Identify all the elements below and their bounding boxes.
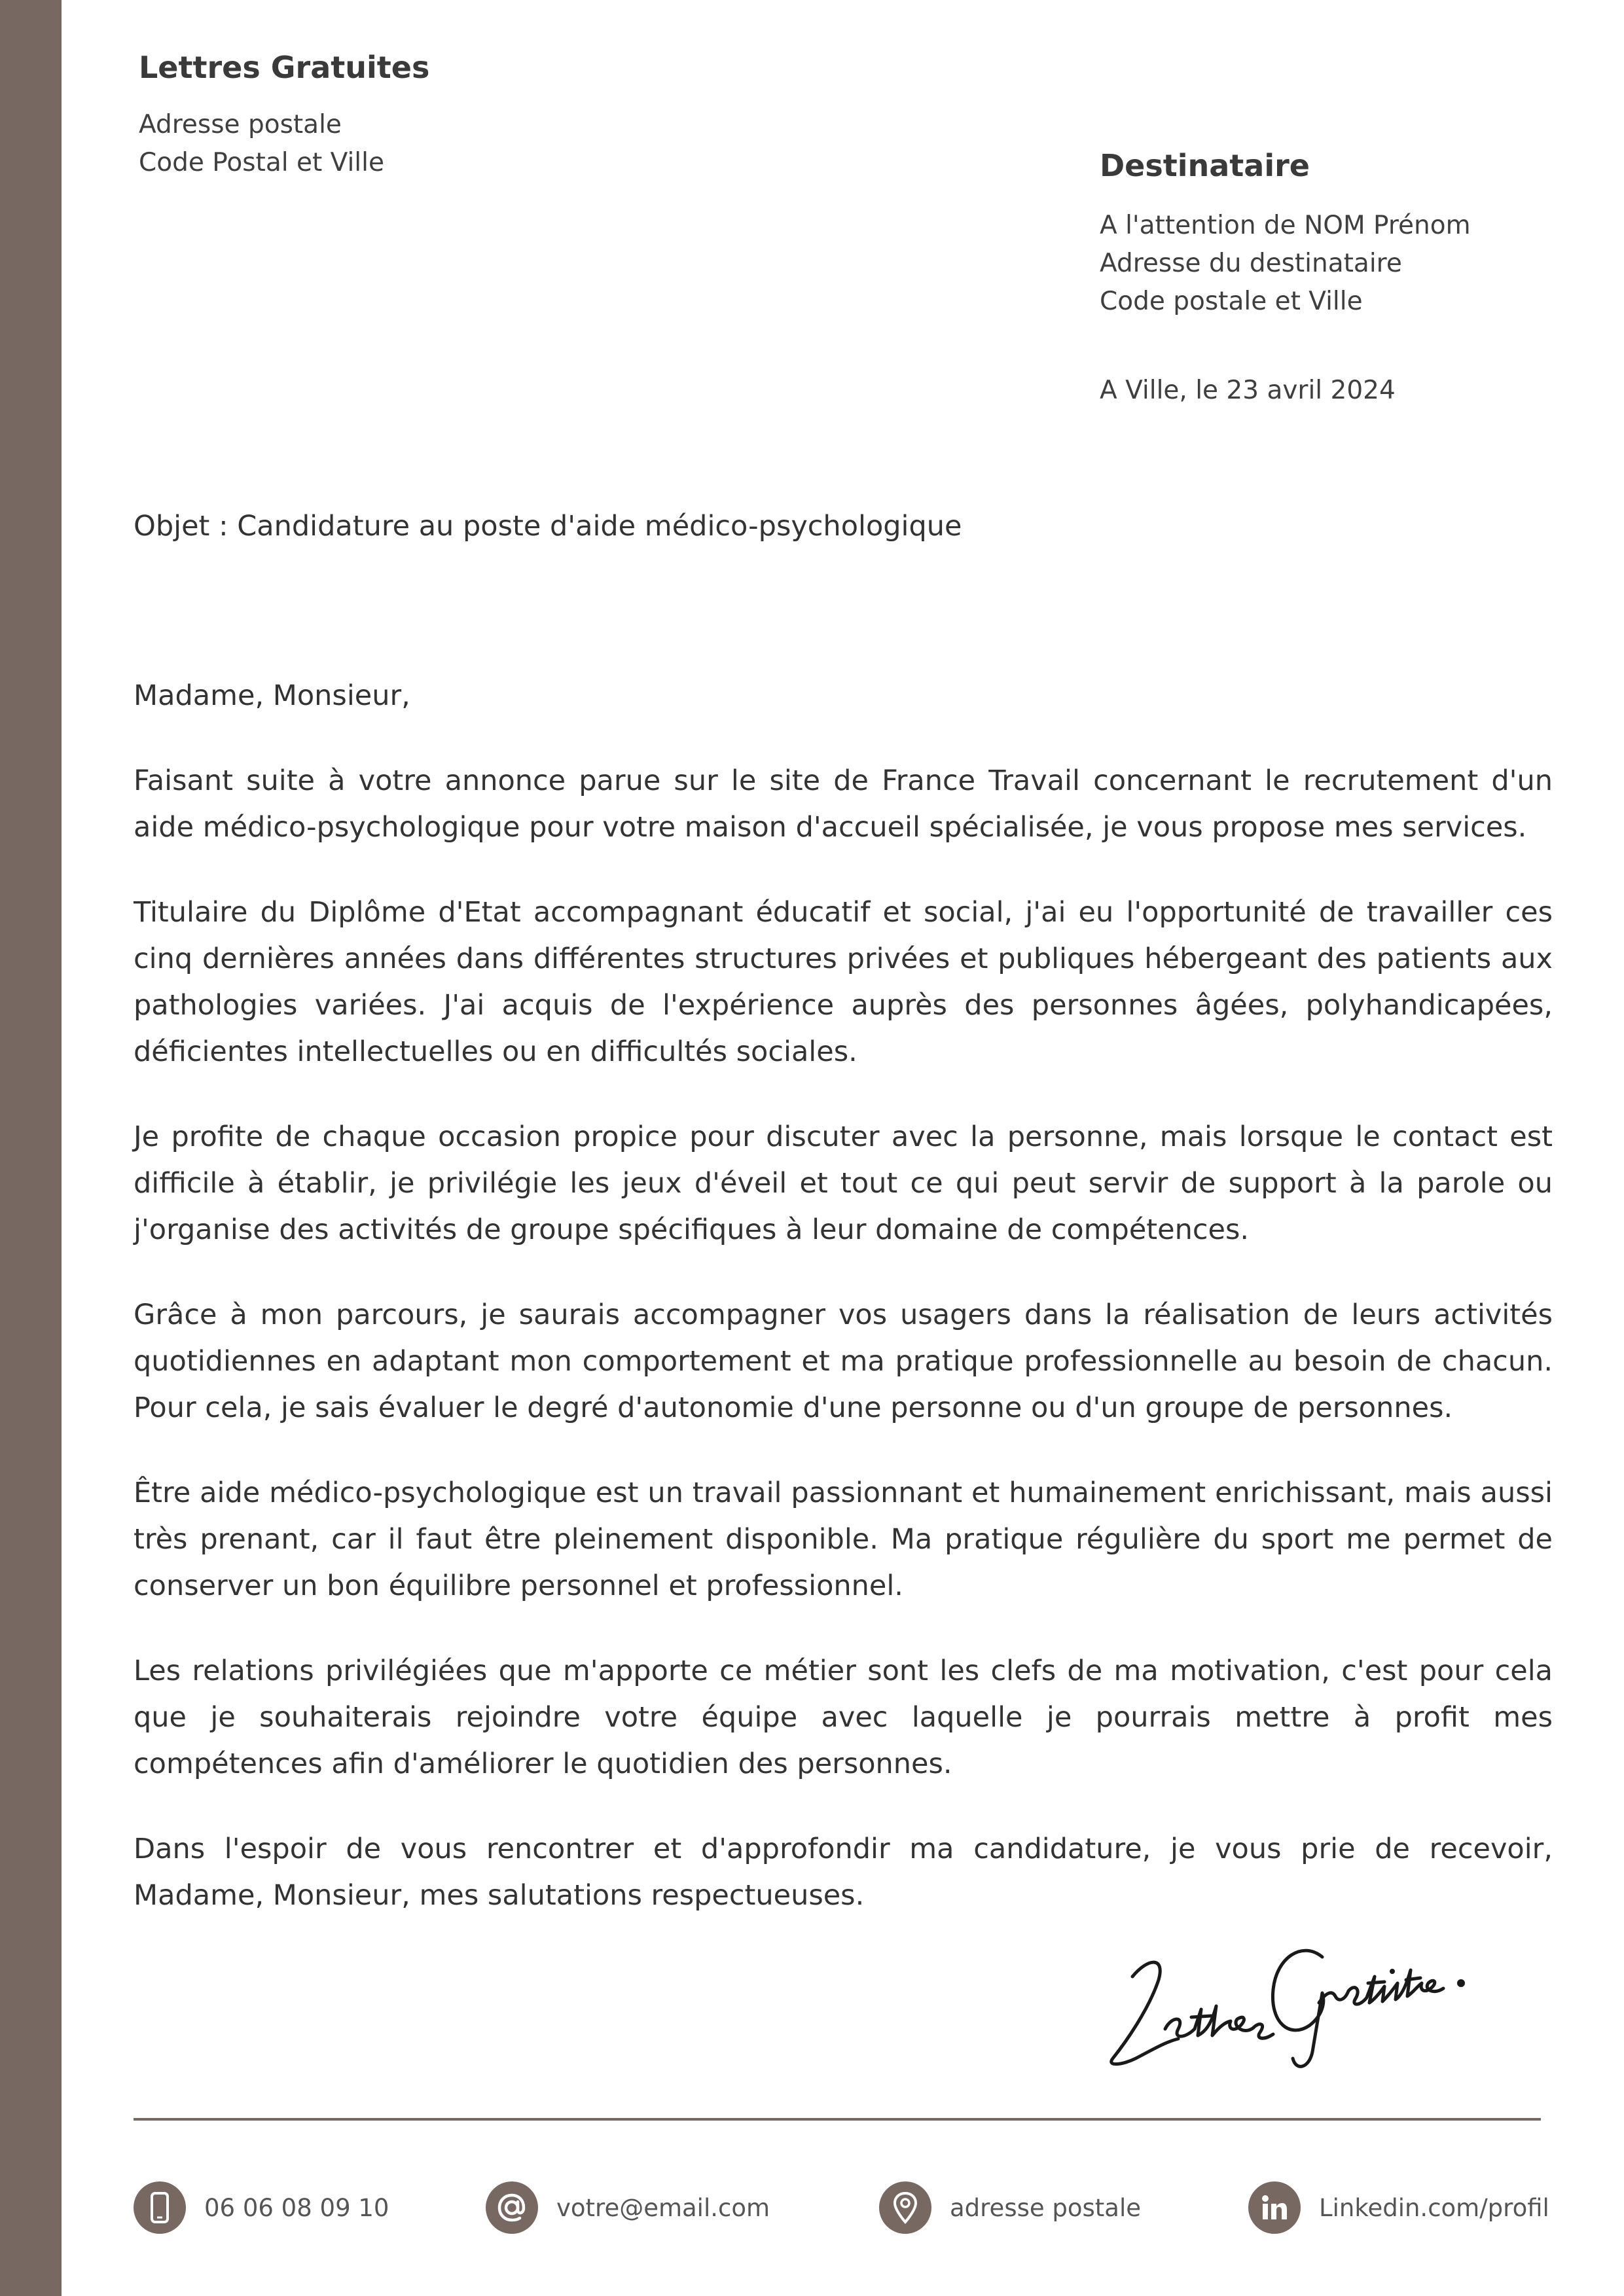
salutation: Madame, Monsieur, <box>134 679 410 712</box>
recipient-title: Destinataire <box>1100 148 1310 183</box>
letter-body <box>134 673 1553 1958</box>
phone-icon <box>134 2181 186 2234</box>
recipient-line2: Adresse du destinataire <box>1100 249 1402 278</box>
recipient-block <box>1100 143 1610 321</box>
email-address: votre@email.com <box>556 2193 770 2222</box>
handwritten-signature <box>1087 1918 1479 2088</box>
sender-address-line1: Adresse postale <box>139 110 342 139</box>
body-paragraph-4: Grâce à mon parcours, je saurais accompagner vos usagers dans la réalisation de leurs activités quotidiennes en adaptant mon comportement et ma pratique professionnelle au besoin de chacun. Pour cela, je sais évaluer le degré d'autonomie d'une personne ou d'un groupe de personnes. <box>134 1299 1553 1424</box>
sender-address-line2: Code Postal et Ville <box>139 148 384 177</box>
footer-phone <box>134 2181 389 2234</box>
body-paragraph-2: Titulaire du Diplôme d'Etat accompagnant éducatif et social, j'ai eu l'opportunité de travailler ces cinq dernières années dans différentes structures privées et publiques hébergeant des patients aux pathologies variées. J'ai acquis de l'expérience auprès des personnes âgées, polyhandicapées, déficientes intellectuelles ou en difficultés sociales. <box>134 896 1553 1068</box>
side-band <box>0 0 62 2296</box>
footer-divider <box>134 2118 1541 2121</box>
at-icon <box>486 2181 538 2234</box>
sender-name: Lettres Gratuites <box>139 50 430 85</box>
recipient-line1: A l'attention de NOM Prénom <box>1100 211 1471 240</box>
body-paragraph-5: Être aide médico-psychologique est un travail passionnant et humainement enrichissant, mais aussi très prenant, car il faut être pleinement disponible. Ma pratique régulière du sport me permet de conserver un bon équilibre personnel et professionnel. <box>134 1477 1553 1602</box>
footer-email <box>486 2181 770 2234</box>
footer-linkedin <box>1248 2181 1549 2234</box>
location-pin-icon <box>879 2181 931 2234</box>
linkedin-icon <box>1248 2181 1301 2234</box>
body-paragraph-1: Faisant suite à votre annonce parue sur le site de France Travail concernant le recrutement d'un aide médico-psychologique pour votre maison d'accueil spécialisée, je vous propose mes services. <box>134 764 1553 844</box>
letter-date: A Ville, le 23 avril 2024 <box>1100 376 1396 405</box>
phone-number: 06 06 08 09 10 <box>204 2193 389 2222</box>
body-paragraph-7: Dans l'espoir de vous rencontrer et d'approfondir ma candidature, je vous prie de recevoir, Madame, Monsieur, mes salutations respectueuses. <box>134 1833 1553 1912</box>
letter-subject: Objet : Candidature au poste d'aide médico-psychologique <box>134 510 962 543</box>
recipient-line3: Code postale et Ville <box>1100 287 1363 316</box>
body-paragraph-3: Je profite de chaque occasion propice pour discuter avec la personne, mais lorsque le contact est difficile à établir, je privilégie les jeux d'éveil et tout ce qui peut servir de support à la parole ou j'organise des activités de groupe spécifiques à leur domaine de compétences. <box>134 1121 1553 1246</box>
body-paragraph-6: Les relations privilégiées que m'apporte ce métier sont les clefs de ma motivation, c'est pour cela que je souhaiterais rejoindre votre équipe avec laquelle je pourrais mettre à profit mes compétences afin d'améliorer le quotidien des personnes. <box>134 1655 1553 1780</box>
footer-address <box>879 2181 1141 2234</box>
postal-address: adresse postale <box>950 2193 1142 2222</box>
linkedin-profile: Linkedin.com/profil <box>1319 2193 1549 2222</box>
sender-block <box>139 45 728 182</box>
